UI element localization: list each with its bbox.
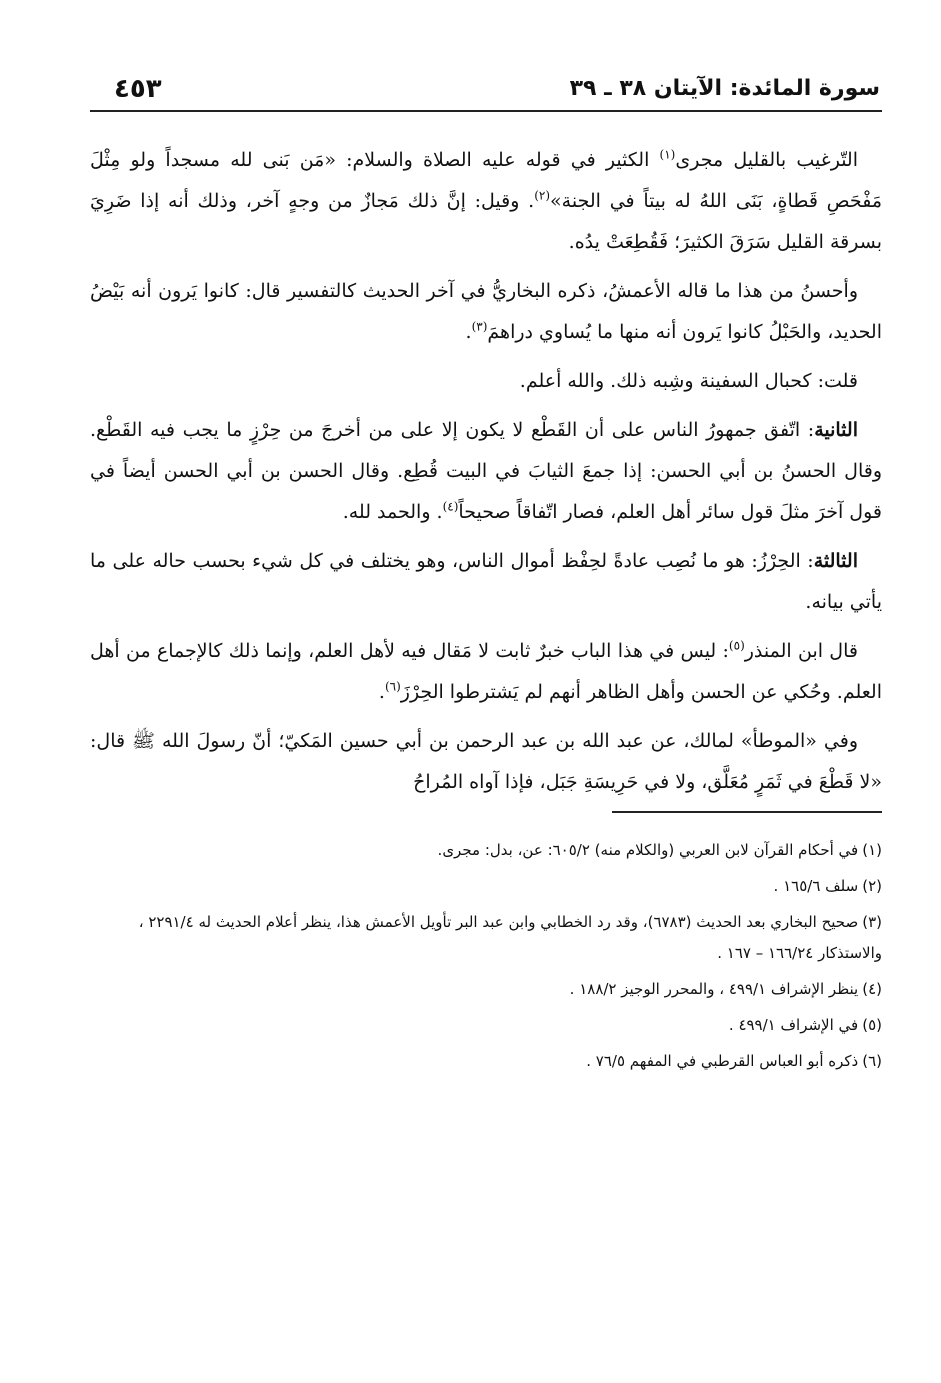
paragraph-text: قال ابن المنذر bbox=[744, 640, 858, 662]
paragraph-text: . bbox=[378, 681, 385, 703]
footnote-text: ذكره أبو العباس القرطبي في المفهم ٧٦/٥ . bbox=[586, 1052, 859, 1070]
paragraph-text: : ليس في هذا الباب خبرٌ ثابت لا مَقال فيه لأهل العلم، وإنما ذلك كالإجماع من أهل العلم. وحُكي عن الحسن وأهل الظاهر أنهم لم يَشترطوا الحِرْزَ bbox=[90, 640, 882, 703]
footnote bbox=[90, 1046, 882, 1077]
paragraph-text: التّرغيب بالقليل مجرى bbox=[675, 149, 858, 171]
footnote bbox=[90, 907, 882, 969]
page-number: ٤٥٣ bbox=[114, 74, 162, 104]
paragraph-text: قلت: كحبال السفينة وشِبه ذلك. والله أعلم. bbox=[519, 370, 858, 392]
section-lead: الثانية bbox=[814, 419, 858, 441]
running-header bbox=[90, 68, 882, 112]
footnote bbox=[90, 871, 882, 902]
paragraph bbox=[90, 541, 882, 623]
paragraph bbox=[90, 361, 882, 402]
paragraph-text: : اتّفق جمهورُ الناس على أن القَطْع لا يكون إلا على من أخرجَ من حِرْزٍ ما يجب فيه القَطْع. وقال الحسنُ بن أبي الحسن: إذا جمعَ الثيابَ في البيت قُطِع. وقال الحسن بن أبي الحسن أيضاً في قول آخرَ مثلَ قول سائر أهل العلم، فصار اتّفاقاً صحيحاً bbox=[90, 419, 882, 523]
footnote-text: في أحكام القرآن لابن العربي (والكلام منه) ٦٠٥/٢: عن، بدل: مجرى. bbox=[437, 841, 859, 859]
footnote-divider bbox=[612, 811, 882, 813]
footnote-text: في الإشراف ٤٩٩/١ . bbox=[728, 1016, 859, 1034]
footnote bbox=[90, 1010, 882, 1041]
paragraph bbox=[90, 721, 882, 803]
footnote-text: ينظر الإشراف ٤٩٩/١ ، والمحرر الوجيز ١٨٨/٢ . bbox=[569, 980, 859, 998]
footnote-label: (٣) bbox=[862, 913, 882, 931]
footnote-label: (٥) bbox=[862, 1016, 882, 1034]
footnote-label: (٦) bbox=[862, 1052, 882, 1070]
main-text bbox=[90, 140, 882, 803]
paragraph bbox=[90, 631, 882, 713]
paragraph-text: وأحسنُ من هذا ما قاله الأعمشُ، ذكره البخاريُّ في آخر الحديث كالتفسير قال: كانوا يَرون أنه بَيْضُ الحديد، والحَبْلُ كانوا يَرون أنه منها ما يُساوي دراهمَ bbox=[90, 280, 882, 343]
footnote-label: (٤) bbox=[862, 980, 882, 998]
paragraph-text: : الحِرْزُ: هو ما نُصِب عادةً لحِفْظ أموال الناس، وهو يختلف في كل شيء بحسب حاله على ما يأتي بيانه. bbox=[90, 550, 882, 613]
footnote-label: (١) bbox=[862, 841, 882, 859]
paragraph bbox=[90, 271, 882, 353]
footnote-ref: (٢) bbox=[534, 188, 551, 203]
paragraph-text: الكثير في قوله عليه الصلاة والسلام: «مَن بَنى لله مسجداً ولو مِثْلَ مَفْحَصِ قَطاةٍ، بَنَى اللهُ له بيتاً في الجنة» bbox=[90, 149, 882, 212]
paragraph bbox=[90, 410, 882, 533]
footnote-text: صحيح البخاري بعد الحديث (٦٧٨٣)، وقد رد الخطابي وابن عبد البر تأويل الأعمش هذا، ينظر أعلام الحديث له ٢٢٩١/٤ ، والاستذكار ١٦٦/٢٤ – ١٦٧ . bbox=[138, 913, 882, 962]
paragraph-text: . وقيل: إنَّ ذلك مَجازٌ من وجهٍ آخر، وذلك أنه إذا ضَرِيَ بسرقة القليل سَرَقَ الكثيرَ؛ فَقُطِعَتْ يدُه. bbox=[90, 190, 882, 253]
footnote-ref: (٤) bbox=[442, 499, 459, 514]
footnote-text: سلف ١٦٥/٦ . bbox=[773, 877, 859, 895]
footnote-ref: (٣) bbox=[471, 319, 488, 334]
running-title: سورة المائدة: الآيتان ٣٨ ـ ٣٩ bbox=[569, 76, 880, 101]
section-lead: الثالثة bbox=[813, 550, 858, 572]
paragraph-text: وفي «الموطأ» لمالك، عن عبد الله بن عبد الرحمن بن أبي حسين المَكيّ؛ أنّ رسولَ الله ﷺ قال: «لا قَطْعَ في ثَمَرٍ مُعَلَّق، ولا في حَرِيسَةِ جَبَل، فإذا آواه المُراحُ bbox=[90, 730, 882, 793]
footnote-ref: (١) bbox=[659, 147, 676, 162]
paragraph-text: . bbox=[465, 321, 472, 343]
footnote bbox=[90, 835, 882, 866]
footnote-ref: (٥) bbox=[728, 638, 745, 653]
paragraph-text: . والحمد لله. bbox=[342, 501, 443, 523]
footnote-ref: (٦) bbox=[384, 679, 401, 694]
footnote-label: (٢) bbox=[862, 877, 882, 895]
book-page bbox=[90, 68, 882, 1338]
footnotes bbox=[90, 835, 882, 1077]
paragraph bbox=[90, 140, 882, 263]
footnote bbox=[90, 974, 882, 1005]
